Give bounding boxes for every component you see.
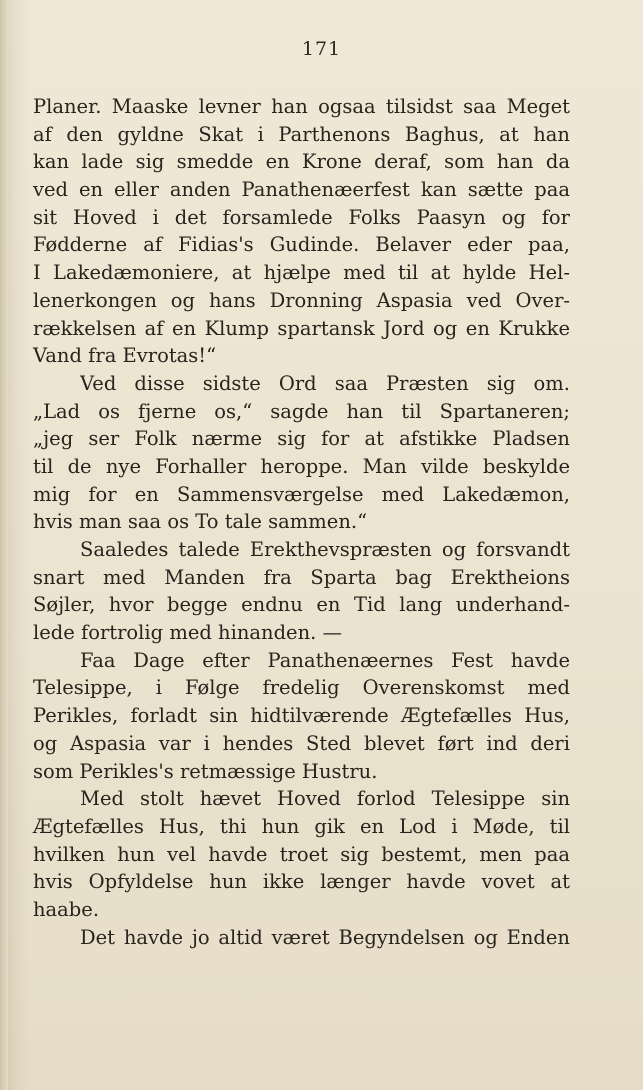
text-line: kan lade sig smedde en Krone deraf, som han da xyxy=(33,150,570,174)
text-line: Søjler, hvor begge endnu en Tid lang underhand- xyxy=(33,593,570,617)
text-line: „jeg ser Folk nærme sig for at afstikke Pladsen xyxy=(33,427,570,451)
text-line: ved en eller anden Panathenæerfest kan sætte paa xyxy=(33,178,570,202)
text-line: Ved disse sidste Ord saa Præsten sig om. xyxy=(80,371,570,395)
text-line: hvilken hun vel havde troet sig bestemt, men paa xyxy=(33,842,570,866)
text-line: snart med Manden fra Sparta bag Erektheions xyxy=(33,565,570,589)
text-line: hvis man saa os To tale sammen.“ xyxy=(33,510,368,534)
text-line: haabe. xyxy=(33,897,100,921)
text-line: Fødderne af Fidias's Gudinde. Belaver eder paa, xyxy=(33,233,570,257)
text-line: lede fortrolig med hinanden. — xyxy=(33,621,343,645)
text-line: Vand fra Evrotas!“ xyxy=(33,344,217,368)
text-line: hvis Opfyldelse hun ikke længer havde vovet at xyxy=(33,870,570,894)
text-line: mig for en Sammensværgelse med Lakedæmon, xyxy=(33,482,570,506)
text-line: Det havde jo altid været Begyndelsen og Enden xyxy=(80,925,570,949)
text-line: Saaledes talede Erekthevspræsten og forsvandt xyxy=(80,538,570,561)
text-line: Telesippe, i Følge fredelig Overenskomst med xyxy=(33,676,570,700)
text-line: Perikles, forladt sin hidtilværende Ægtefælles Hus, xyxy=(33,704,570,728)
text-line: Med stolt hævet Hoved forlod Telesippe sin xyxy=(80,787,570,811)
page-number: 171 xyxy=(301,38,342,60)
text-line: og Aspasia var i hendes Sted blevet ført ind deri xyxy=(33,731,570,755)
text-line: af den gyldne Skat i Parthenons Baghus, at han xyxy=(33,122,570,146)
text-line: „Lad os fjerne os,“ sagde han til Spartaneren; xyxy=(33,399,570,423)
body-text xyxy=(33,93,570,951)
text-line: som Perikles's retmæssige Hustru. xyxy=(33,759,378,783)
text-line: til de nye Forhaller heroppe. Man vilde beskylde xyxy=(33,454,570,478)
text-line: Planer. Maaske levner han ogsaa tilsidst saa Meget xyxy=(33,95,570,118)
text-line: lenerkongen og hans Dronning Aspasia ved Over- xyxy=(33,288,570,312)
text-line: Ægtefælles Hus, thi hun gik en Lod i Møde, til xyxy=(33,814,570,838)
text-line: sit Hoved i det forsamlede Folks Paasyn og for xyxy=(33,205,570,229)
text-line: Faa Dage efter Panathenæernes Fest havde xyxy=(80,648,570,672)
text-line: I Lakedæmoniere, at hjælpe med til at hylde Hel- xyxy=(33,261,570,285)
text-line: rækkelsen af en Klump spartansk Jord og en Krukke xyxy=(33,316,570,340)
binding-edge xyxy=(0,0,8,1090)
